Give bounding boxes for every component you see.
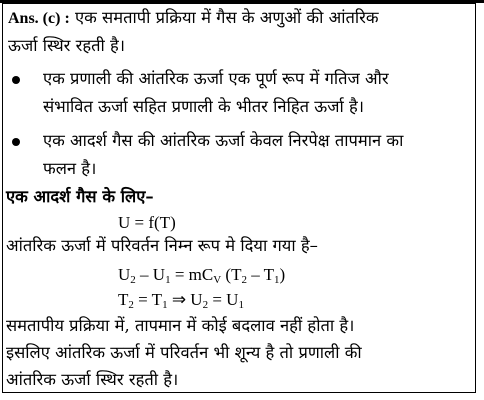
bullet-2-line-2: फलन है।	[43, 159, 97, 178]
eq-u2-sub: 2	[130, 274, 136, 286]
eqt-u2-sub: 2	[202, 299, 209, 311]
eq-u2: U	[118, 265, 131, 284]
eqt-eq-t1: = T	[133, 290, 163, 309]
conclusion-line-2: इसलिए आंतरिक ऊर्जा में परिवर्तन भी शून्य है तो प्रणाली की	[6, 343, 362, 362]
eq-t2-sub: 2	[241, 274, 247, 286]
eq-mcv: = mC	[170, 265, 214, 284]
equation-temp	[118, 290, 244, 311]
bullet-dot-2	[12, 138, 20, 146]
eqt-t2: T	[118, 290, 129, 309]
change-text: आंतरिक ऊर्जा में परिवर्तन निम्न रूप मे दिया गया है–	[6, 236, 318, 255]
answer-line-1	[8, 10, 470, 27]
bullet-2-line-1: एक आदर्श गैस की आंतरिक ऊर्जा केवल निरपेक्ष तापमान का	[43, 131, 404, 150]
eqt-t1-sub: 1	[162, 299, 168, 311]
eqt-u1-sub: 1	[238, 299, 244, 311]
bullet-1-line-1	[43, 71, 465, 88]
eqt-implies-u2: ⇒ U	[167, 290, 203, 309]
equation-u-ft: U = f(T)	[118, 213, 176, 232]
bullet-dot-1	[12, 76, 20, 84]
answer-label: Ans. (c) :	[8, 10, 70, 27]
ideal-gas-heading: एक आदर्श गैस के लिए–	[6, 187, 154, 206]
answer-text-1: एक समतापी प्रक्रिया में गैस के अणुओं की आंतरिक	[75, 8, 379, 27]
conclusion-line-1: समतापीय प्रक्रिया में, तापमान में कोई बदलाव नहीं होता है।	[6, 316, 355, 335]
eq-close-paren: )	[279, 265, 286, 284]
conclusion-line-3: आंतरिक ऊर्जा स्थिर रहती है।	[6, 370, 179, 389]
eqt-t2-sub: 2	[128, 299, 134, 311]
eq-u1-sub: 1	[165, 274, 171, 286]
eq-t2: (T	[221, 265, 242, 284]
eq-minus-t1: – T	[246, 265, 275, 284]
equation-delta-u	[118, 265, 286, 286]
eq-minus-u1: – U	[135, 265, 166, 284]
answer-line-2: ऊर्जा स्थिर रहती है।	[8, 36, 126, 55]
eqt-eq-u1: = U	[208, 290, 239, 309]
bullet-1-line-2: संभावित ऊर्जा सहित प्रणाली के भीतर निहित ऊर्जा है।	[43, 97, 365, 116]
eq-t1-sub: 1	[274, 274, 280, 286]
eq-cv-sub: V	[213, 274, 222, 286]
bullet-1-text-1: एक प्रणाली की आंतरिक ऊर्जा एक पूर्ण रूप में गतिज और	[43, 69, 389, 88]
